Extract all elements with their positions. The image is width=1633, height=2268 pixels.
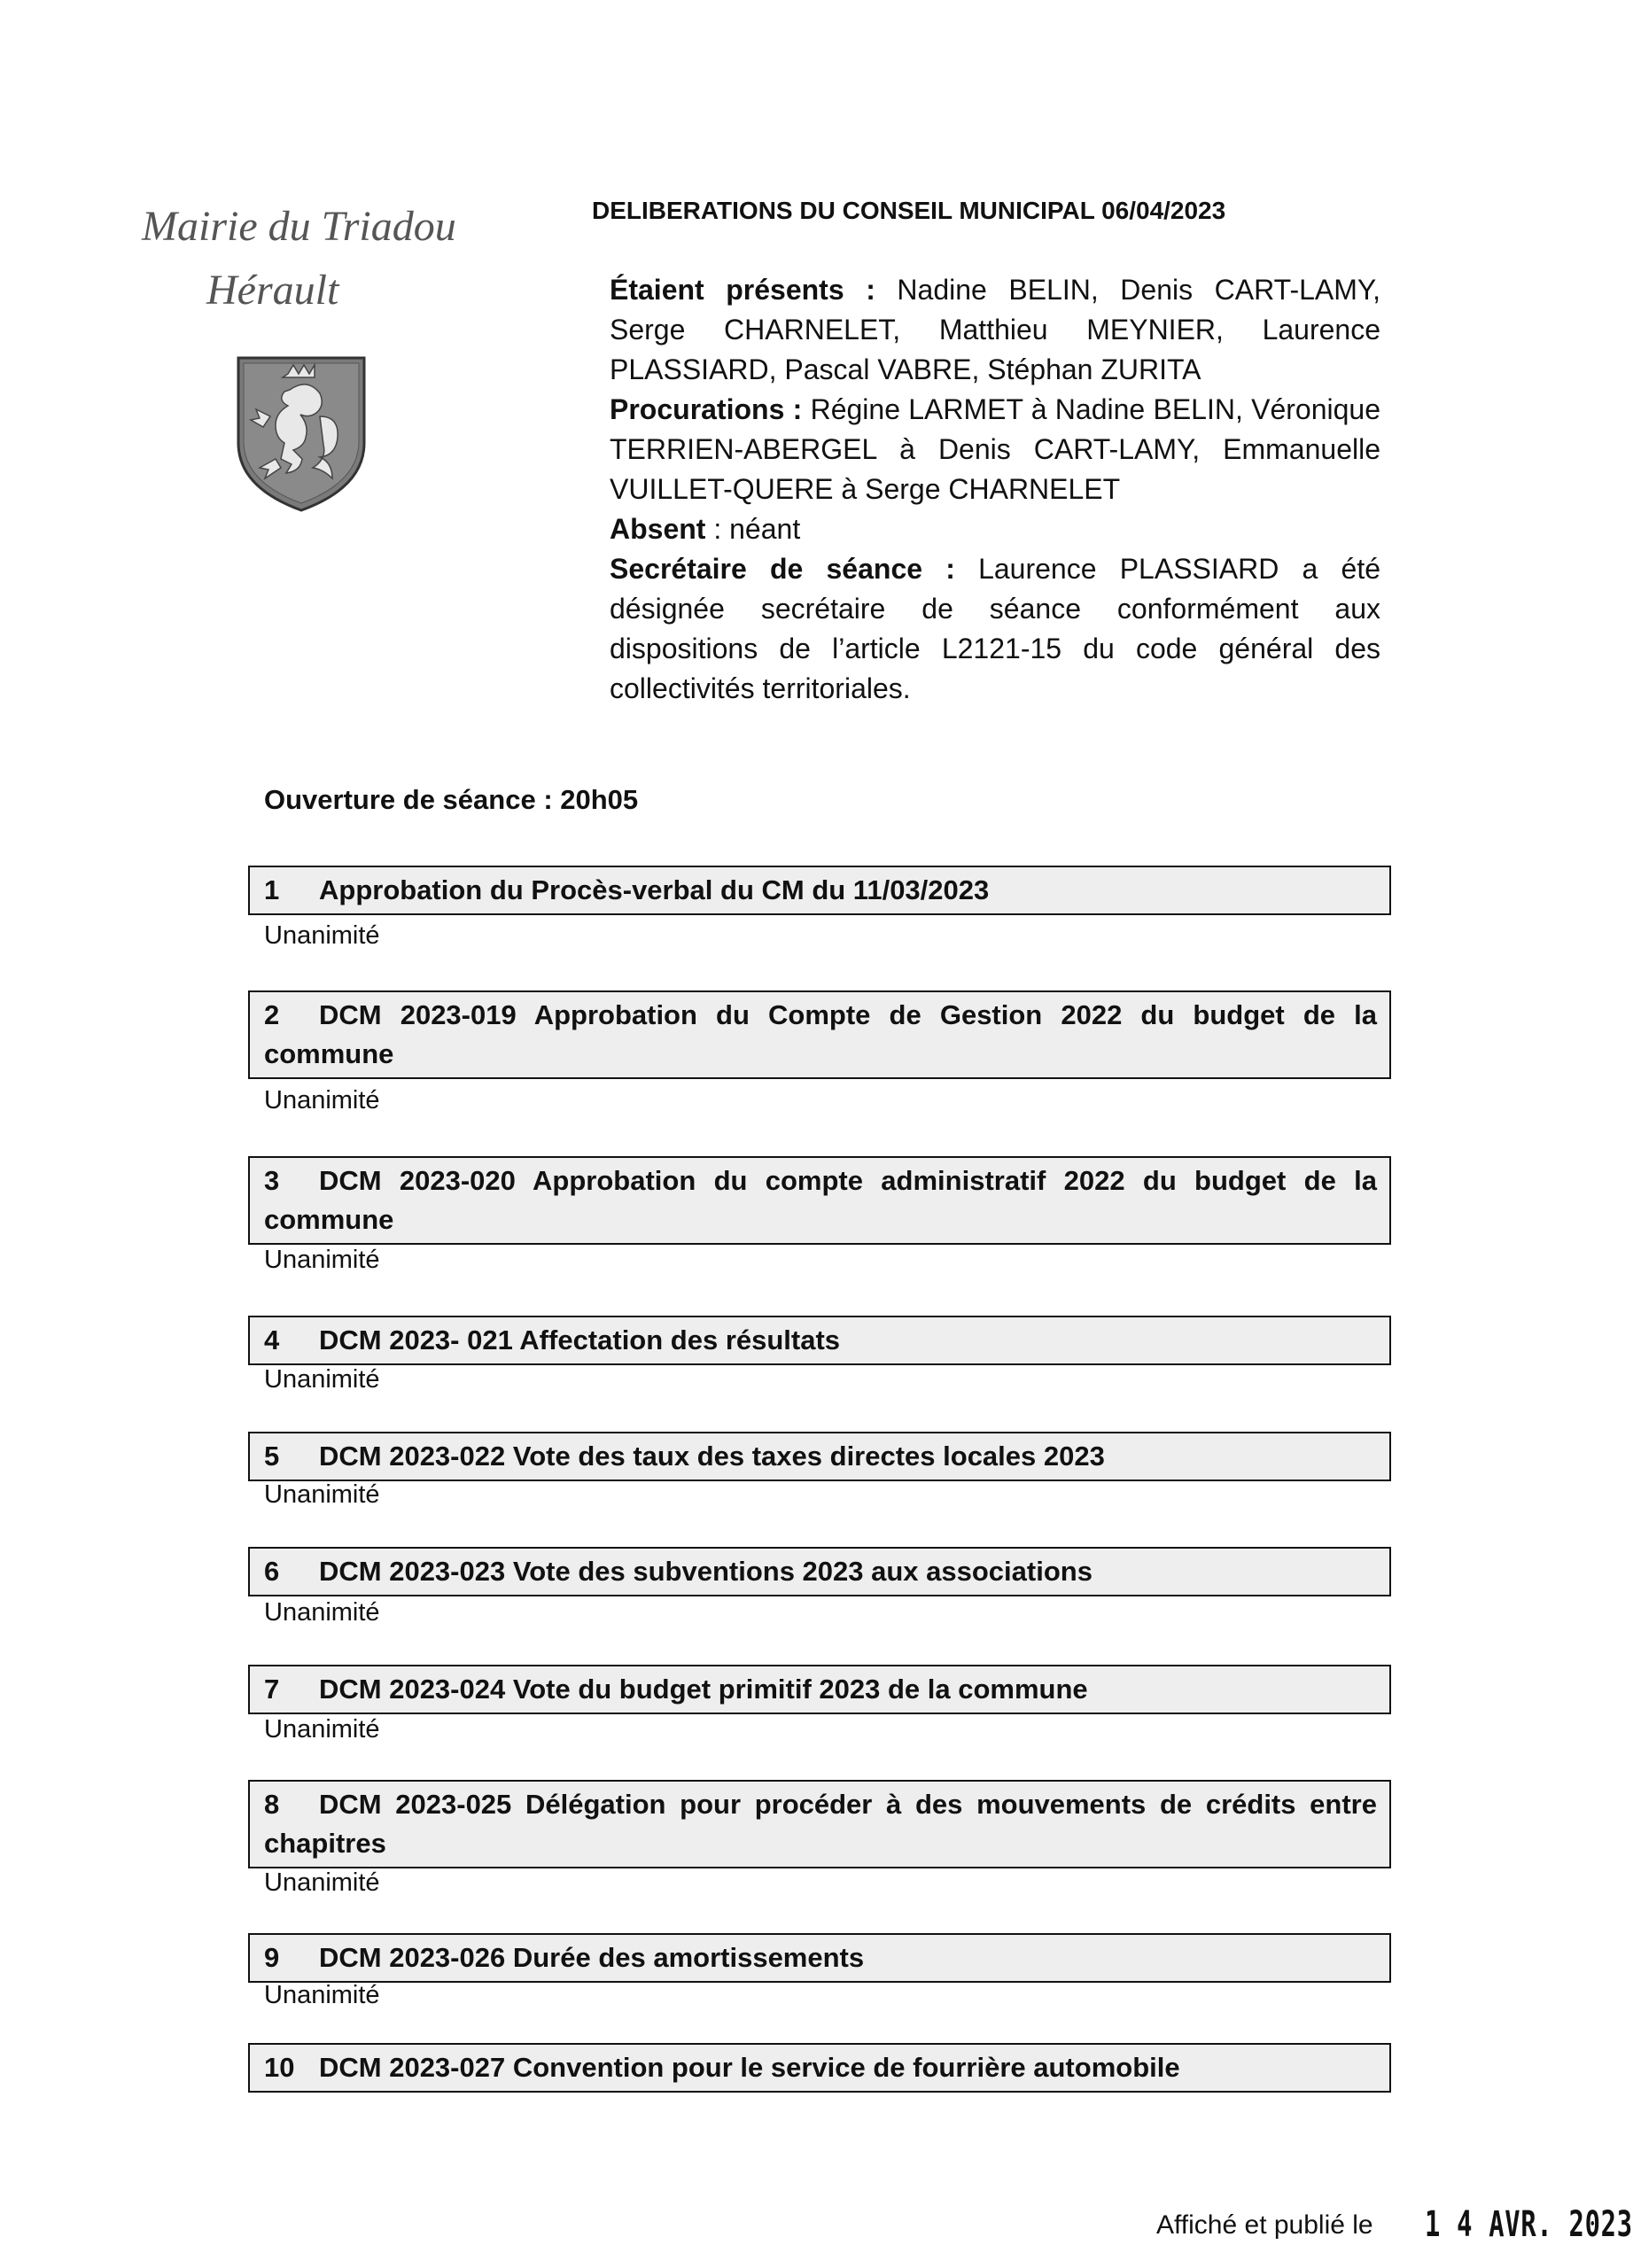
agenda-item-title: DCM 2023-023 Vote des subventions 2023 aux associations [319,1556,1093,1587]
secretary-paragraph [610,549,1380,709]
proxies-paragraph [610,390,1380,509]
agenda-item-number: 8 [264,1789,280,1820]
agenda-item-result: Unanimité [264,1715,380,1744]
agenda-item-number: 3 [264,1165,280,1196]
agenda-item-title: DCM 2023-019 Approbation du Compte de Gestion 2022 du budget de la commune [264,999,1377,1069]
agenda-item-result: Unanimité [264,1868,380,1897]
agenda-item-7 [248,1665,1391,1714]
agenda-item-number: 2 [264,999,280,1030]
agenda-item-title: DCM 2023-026 Durée des amortissements [319,1942,865,1973]
present-label: Étaient présents : [610,274,875,306]
agenda-item-title: DCM 2023-024 Vote du budget primitif 2023 de la commune [319,1674,1088,1705]
date-stamp: 1 4 AVR. 2023 [1425,2204,1633,2245]
agenda-item-6 [248,1547,1391,1596]
agenda-item-3 [248,1156,1391,1245]
agenda-item-result: Unanimité [264,1480,380,1509]
agenda-item-2 [248,990,1391,1079]
agenda-item-10 [248,2043,1391,2093]
agenda-item-4 [248,1316,1391,1365]
agenda-item-result: Unanimité [264,1598,380,1627]
published-label: Affiché et publié le [1156,2210,1373,2240]
agenda-item-title: DCM 2023-022 Vote des taux des taxes directes locales 2023 [319,1441,1105,1472]
agenda-item-number: 4 [264,1324,280,1355]
session-opening: Ouverture de séance : 20h05 [264,784,639,815]
absent-label: Absent [610,513,706,545]
absent-text: : néant [705,513,801,545]
agenda-item-5 [248,1432,1391,1481]
absent-paragraph [610,509,1380,549]
agenda-item-result: Unanimité [264,1086,380,1115]
agenda-item-result: Unanimité [264,1365,380,1394]
agenda-item-title: DCM 2023-025 Délégation pour procéder à des mouvements de crédits entre chapitres [264,1789,1377,1859]
agenda-item-result: Unanimité [264,921,380,950]
present-paragraph [610,270,1380,390]
agenda-item-8 [248,1780,1391,1868]
agenda-item-title: DCM 2023- 021 Affectation des résultats [319,1324,841,1355]
agenda-item-1 [248,866,1391,915]
secretary-text: Laurence PLASSIARD a été désignée secrétaire de séance conformément aux dispositions de l’article L2121-15 du code général des collectivités territoriales. [610,553,1381,704]
agenda-item-title: Approbation du Procès-verbal du CM du 11/03/2023 [319,874,990,905]
agenda-item-number: 10 [264,2052,295,2083]
proxies-text: Régine LARMET à Nadine BELIN, Véronique TERRIEN-ABERGEL à Denis CART-LAMY, Emmanuelle VUILLET-QUERE à Serge CHARNELET [610,393,1381,505]
logo-town-name: Mairie du Triadou [142,203,456,250]
logo-region-name: Hérault [206,267,339,314]
agenda-item-number: 6 [264,1556,280,1587]
present-text: Nadine BELIN, Denis CART-LAMY, Serge CHARNELET, Matthieu MEYNIER, Laurence PLASSIARD, Pascal VABRE, Stéphan ZURITA [610,274,1381,385]
agenda-item-number: 5 [264,1441,280,1472]
coat-of-arms-icon [235,354,368,514]
agenda-item-result: Unanimité [264,1981,380,2009]
agenda-item-title: DCM 2023-027 Convention pour le service de fourrière automobile [319,2052,1180,2083]
attendance-block [610,270,1380,709]
agenda-item-number: 1 [264,874,280,905]
agenda-item-title: DCM 2023-020 Approbation du compte administratif 2022 du budget de la commune [264,1165,1377,1235]
proxies-label: Procurations : [610,393,803,425]
agenda-item-result: Unanimité [264,1246,380,1274]
agenda-item-number: 9 [264,1942,280,1973]
agenda-item-9 [248,1933,1391,1983]
document-title: DELIBERATIONS DU CONSEIL MUNICIPAL 06/04/2023 [592,197,1226,224]
agenda-item-number: 7 [264,1674,280,1705]
secretary-label: Secrétaire de séance : [610,553,955,585]
